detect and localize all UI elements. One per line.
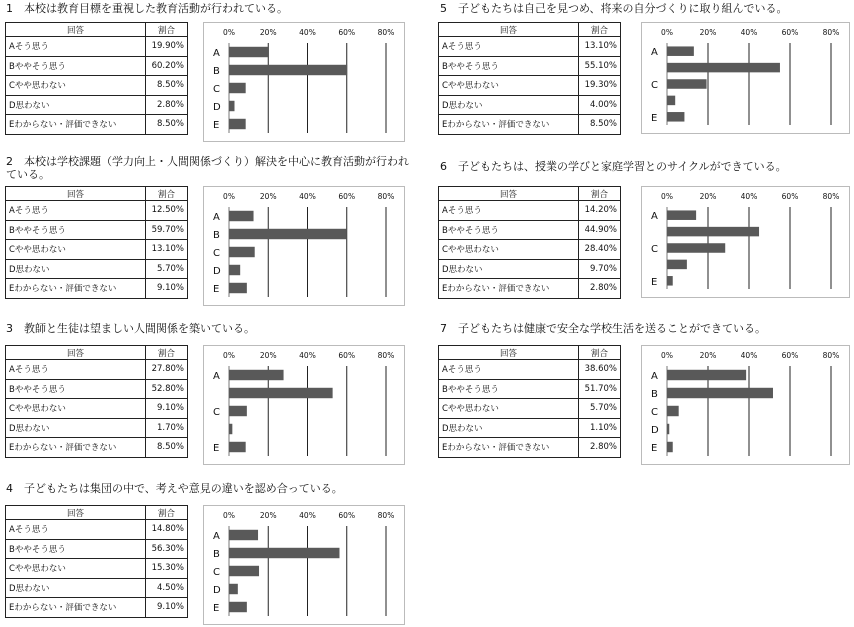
bar-D (229, 424, 232, 434)
question-title-1: 1 本校は教育目標を重視した教育活動が行われている。 (6, 2, 288, 15)
table-row (6, 399, 188, 419)
answer-ratio: 2.80% (579, 279, 621, 299)
bar-B (229, 229, 346, 239)
tick-label: 0% (223, 192, 235, 201)
tick-label: 0% (661, 28, 673, 37)
tick-label: 0% (223, 511, 235, 520)
answer-label: Bややそう思う (6, 220, 146, 240)
bar-B (229, 65, 347, 75)
answer-ratio: 13.10% (146, 240, 188, 260)
category-label: C (651, 407, 658, 418)
table-row (6, 360, 188, 380)
answer-label: Cやや思わない (439, 76, 579, 96)
question-title-6: 6 子どもたちは、授業の学びと家庭学習とのサイクルができている。 (440, 160, 787, 173)
table-row (439, 56, 621, 76)
tick-label: 40% (299, 351, 316, 360)
bar-C (229, 247, 255, 257)
header-ratio: 割合 (146, 23, 188, 37)
tick-label: 80% (377, 28, 395, 37)
answer-label: Eわからない・評価できない (6, 598, 146, 618)
bar-chart-1 (203, 22, 405, 142)
tick-label: 60% (338, 192, 356, 201)
table-row (6, 578, 188, 598)
answer-ratio: 51.70% (579, 379, 621, 399)
bar-A (667, 370, 746, 380)
answer-label: Bややそう思う (6, 539, 146, 559)
answer-table-6 (438, 186, 621, 299)
chart-svg (642, 187, 849, 297)
answer-ratio: 19.30% (579, 76, 621, 96)
header-answer: 回答 (6, 346, 146, 360)
answer-ratio: 15.30% (146, 559, 188, 579)
tick-label: 0% (223, 351, 235, 360)
category-label: B (213, 230, 220, 241)
chart-svg (204, 187, 404, 305)
table-row (6, 56, 188, 76)
category-label: D (651, 425, 659, 436)
table-row (439, 220, 621, 240)
answer-ratio: 14.20% (579, 201, 621, 221)
answer-label: D思わない (6, 95, 146, 115)
answer-ratio: 2.80% (579, 438, 621, 458)
answer-label: Cやや思わない (6, 240, 146, 260)
category-label: A (651, 47, 658, 59)
answer-label: Bややそう思う (439, 56, 579, 76)
table-row (6, 95, 188, 115)
category-label: C (213, 84, 220, 95)
answer-ratio: 1.10% (579, 418, 621, 438)
header-answer: 回答 (439, 187, 579, 201)
category-label: C (213, 407, 220, 418)
header-answer: 回答 (439, 23, 579, 37)
bar-D (667, 96, 675, 106)
table-row (6, 220, 188, 240)
bar-E (229, 283, 247, 293)
answer-ratio: 8.50% (146, 115, 188, 135)
table-row (439, 240, 621, 260)
answer-label: Cやや思わない (6, 399, 146, 419)
bar-E (667, 276, 673, 286)
category-label: A (651, 211, 658, 223)
table-header-row (439, 187, 621, 201)
answer-label: Cやや思わない (439, 399, 579, 419)
header-ratio: 割合 (146, 346, 188, 360)
header-ratio: 割合 (146, 506, 188, 520)
bar-A (667, 210, 696, 220)
tick-label: 60% (338, 511, 356, 520)
tick-label: 20% (699, 192, 717, 201)
bar-B (229, 388, 333, 398)
answer-ratio: 14.80% (146, 520, 188, 540)
bar-C (667, 243, 725, 253)
answer-label: Eわからない・評価できない (6, 279, 146, 299)
tick-label: 40% (740, 192, 758, 201)
category-label: A (213, 531, 220, 542)
tick-label: 0% (223, 28, 235, 37)
bar-C (229, 566, 259, 576)
tick-label: 80% (822, 192, 840, 201)
bar-chart-2 (203, 186, 405, 306)
category-label: E (213, 284, 220, 295)
question-title-4: 4 子どもたちは集団の中で、考えや意見の違いを認め合っている。 (6, 482, 343, 495)
bar-C (667, 406, 679, 416)
answer-table-2 (5, 186, 188, 299)
bar-D (667, 424, 669, 434)
table-row (439, 418, 621, 438)
answer-label: Eわからない・評価できない (6, 438, 146, 458)
answer-label: Aそう思う (6, 37, 146, 57)
answer-label: Bややそう思う (6, 379, 146, 399)
category-label: D (213, 585, 221, 596)
bar-chart-4 (203, 505, 405, 625)
category-label: D (213, 102, 221, 113)
answer-ratio: 4.00% (579, 95, 621, 115)
bar-A (229, 211, 254, 221)
answer-ratio: 52.80% (146, 379, 188, 399)
bar-E (229, 119, 246, 129)
tick-label: 20% (259, 511, 277, 520)
answer-label: Aそう思う (439, 201, 579, 221)
table-row (6, 240, 188, 260)
answer-table-3 (5, 345, 188, 458)
tick-label: 60% (338, 28, 356, 37)
table-row (439, 201, 621, 221)
category-label: C (213, 567, 220, 578)
tick-label: 20% (259, 192, 277, 201)
category-label: C (651, 80, 658, 91)
category-label: A (213, 212, 220, 223)
table-row (6, 115, 188, 135)
table-header-row (6, 23, 188, 37)
answer-ratio: 28.40% (579, 240, 621, 260)
answer-label: D思わない (439, 259, 579, 279)
answer-ratio: 19.90% (146, 37, 188, 57)
tick-label: 80% (377, 192, 395, 201)
answer-ratio: 4.50% (146, 578, 188, 598)
table-row (6, 559, 188, 579)
answer-ratio: 5.70% (579, 399, 621, 419)
table-row (6, 520, 188, 540)
answer-label: D思わない (439, 95, 579, 115)
answer-label: Eわからない・評価できない (439, 279, 579, 299)
table-row (439, 279, 621, 299)
answer-ratio: 12.50% (146, 201, 188, 221)
bar-B (229, 548, 339, 558)
bar-chart-5 (641, 22, 850, 134)
answer-ratio: 1.70% (146, 418, 188, 438)
answer-label: Bややそう思う (439, 220, 579, 240)
bar-chart-7 (641, 345, 850, 465)
answer-label: Cやや思わない (439, 240, 579, 260)
question-title-2: 2 本校は学校課題（学力向上・人間関係づくり）解決を中心に教育活動が行われている。 (6, 155, 409, 181)
tick-label: 20% (259, 351, 277, 360)
tick-label: 60% (781, 351, 799, 360)
category-label: B (651, 389, 658, 400)
bar-chart-6 (641, 186, 850, 298)
bar-A (229, 370, 284, 380)
category-label: A (651, 371, 658, 382)
answer-label: Aそう思う (6, 201, 146, 221)
answer-ratio: 9.10% (146, 598, 188, 618)
table-row (439, 438, 621, 458)
category-label: E (213, 603, 220, 614)
table-row (6, 76, 188, 96)
tick-label: 20% (699, 28, 717, 37)
tick-label: 20% (259, 28, 277, 37)
category-label: E (651, 443, 658, 454)
category-label: E (213, 443, 220, 454)
tick-label: 80% (377, 511, 395, 520)
answer-ratio: 13.10% (579, 37, 621, 57)
answer-ratio: 56.30% (146, 539, 188, 559)
category-label: C (651, 244, 658, 255)
answer-label: Bややそう思う (439, 379, 579, 399)
answer-label: Eわからない・評価できない (6, 115, 146, 135)
bar-B (667, 227, 759, 237)
answer-label: Eわからない・評価できない (439, 115, 579, 135)
answer-label: Bややそう思う (6, 56, 146, 76)
header-answer: 回答 (6, 506, 146, 520)
header-ratio: 割合 (579, 346, 621, 360)
answer-table-1 (5, 22, 188, 135)
answer-ratio: 9.10% (146, 279, 188, 299)
bar-chart-3 (203, 345, 405, 465)
table-header-row (6, 187, 188, 201)
answer-label: D思わない (6, 578, 146, 598)
bar-E (229, 602, 247, 612)
question-title-7: 7 子どもたちは健康で安全な学校生活を送ることができている。 (440, 322, 766, 335)
table-row (439, 259, 621, 279)
category-label: B (213, 549, 220, 560)
table-row (6, 279, 188, 299)
answer-label: D思わない (6, 418, 146, 438)
table-row (6, 418, 188, 438)
chart-svg (204, 23, 404, 141)
bar-D (229, 265, 240, 275)
bar-D (229, 101, 234, 111)
table-row (6, 259, 188, 279)
bar-E (667, 112, 684, 122)
bar-C (667, 79, 707, 89)
answer-label: Aそう思う (439, 360, 579, 380)
answer-ratio: 59.70% (146, 220, 188, 240)
table-row (6, 438, 188, 458)
tick-label: 80% (822, 28, 840, 37)
table-header-row (6, 346, 188, 360)
tick-label: 60% (781, 192, 799, 201)
bar-A (229, 47, 268, 57)
answer-label: Aそう思う (6, 360, 146, 380)
answer-table-4 (5, 505, 188, 618)
table-row (6, 598, 188, 618)
header-answer: 回答 (6, 187, 146, 201)
answer-table-5 (438, 22, 621, 135)
answer-label: Cやや思わない (6, 76, 146, 96)
table-header-row (6, 506, 188, 520)
table-row (439, 399, 621, 419)
answer-ratio: 44.90% (579, 220, 621, 240)
answer-label: Aそう思う (439, 37, 579, 57)
table-row (6, 539, 188, 559)
tick-label: 20% (699, 351, 717, 360)
header-ratio: 割合 (579, 187, 621, 201)
header-answer: 回答 (439, 346, 579, 360)
answer-label: Eわからない・評価できない (439, 438, 579, 458)
bar-C (229, 83, 246, 93)
bar-C (229, 406, 247, 416)
tick-label: 40% (299, 28, 316, 37)
question-title-5: 5 子どもたちは自己を見つめ、将来の自分づくりに取り組んでいる。 (440, 2, 788, 15)
answer-ratio: 27.80% (146, 360, 188, 380)
bar-B (667, 388, 773, 398)
category-label: B (213, 66, 220, 77)
header-ratio: 割合 (579, 23, 621, 37)
answer-ratio: 8.50% (146, 76, 188, 96)
tick-label: 60% (338, 351, 356, 360)
bar-E (667, 442, 673, 452)
tick-label: 40% (299, 192, 316, 201)
category-label: A (213, 48, 220, 59)
header-answer: 回答 (6, 23, 146, 37)
bar-A (667, 46, 694, 56)
answer-ratio: 9.70% (579, 259, 621, 279)
tick-label: 40% (740, 351, 758, 360)
table-row (439, 360, 621, 380)
category-label: A (213, 371, 220, 382)
table-row (6, 201, 188, 221)
question-title-3: 3 教師と生徒は望ましい人間関係を築いている。 (6, 322, 255, 335)
category-label: E (651, 276, 658, 288)
bar-B (667, 63, 780, 73)
table-row (6, 379, 188, 399)
chart-svg (642, 23, 849, 133)
table-row (439, 379, 621, 399)
table-row (439, 37, 621, 57)
tick-label: 0% (661, 351, 673, 360)
answer-ratio: 38.60% (579, 360, 621, 380)
table-header-row (439, 346, 621, 360)
answer-ratio: 8.50% (146, 438, 188, 458)
tick-label: 40% (299, 511, 316, 520)
chart-svg (204, 506, 404, 624)
answer-ratio: 60.20% (146, 56, 188, 76)
answer-label: Cやや思わない (6, 559, 146, 579)
header-ratio: 割合 (146, 187, 188, 201)
tick-label: 0% (661, 192, 673, 201)
table-row (439, 115, 621, 135)
bar-E (229, 442, 246, 452)
chart-svg (642, 346, 849, 464)
tick-label: 80% (377, 351, 395, 360)
answer-ratio: 8.50% (579, 115, 621, 135)
answer-ratio: 5.70% (146, 259, 188, 279)
answer-label: D思わない (439, 418, 579, 438)
bar-A (229, 530, 258, 540)
tick-label: 60% (781, 28, 799, 37)
tick-label: 40% (740, 28, 758, 37)
answer-ratio: 55.10% (579, 56, 621, 76)
table-row (439, 76, 621, 96)
category-label: E (651, 112, 658, 124)
tick-label: 80% (822, 351, 840, 360)
answer-table-7 (438, 345, 621, 458)
table-header-row (439, 23, 621, 37)
answer-ratio: 9.10% (146, 399, 188, 419)
bar-D (229, 584, 238, 594)
answer-ratio: 2.80% (146, 95, 188, 115)
bar-D (667, 260, 687, 270)
category-label: D (213, 266, 221, 277)
table-row (6, 37, 188, 57)
category-label: C (213, 248, 220, 259)
category-label: E (213, 120, 220, 131)
answer-label: D思わない (6, 259, 146, 279)
answer-label: Aそう思う (6, 520, 146, 540)
chart-svg (204, 346, 404, 464)
table-row (439, 95, 621, 115)
